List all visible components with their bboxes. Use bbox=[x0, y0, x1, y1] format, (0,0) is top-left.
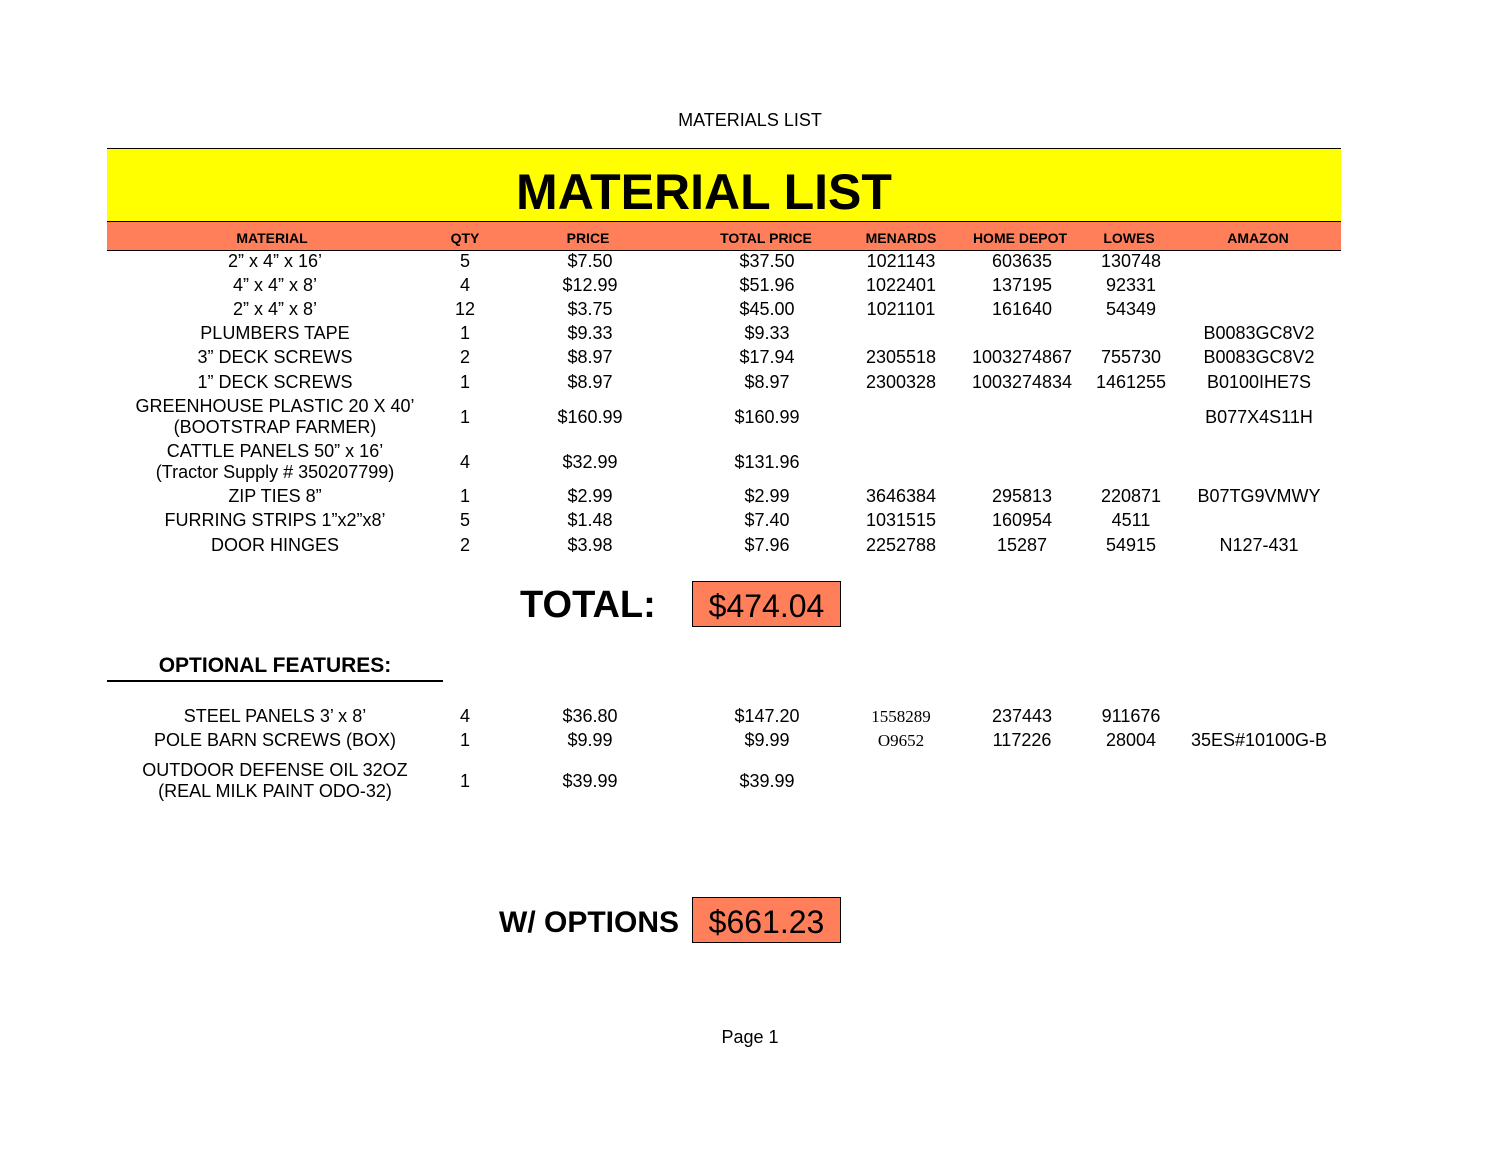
price-cell: $32.99 bbox=[562, 451, 618, 472]
with-options-value-box: $661.23 bbox=[692, 897, 841, 943]
qty-cell: 12 bbox=[454, 299, 476, 319]
lowes-cell: 220871 bbox=[1100, 486, 1162, 506]
lowes-cell: 28004 bbox=[1105, 730, 1157, 750]
material-cell bbox=[154, 730, 396, 751]
qty-cell: 4 bbox=[459, 706, 471, 726]
total-cell: $9.99 bbox=[744, 730, 790, 750]
lowes-cell: 755730 bbox=[1100, 347, 1162, 367]
qty-cell: 4 bbox=[459, 275, 471, 295]
material-line: 3” DECK SCREWS bbox=[197, 347, 353, 367]
material-cell bbox=[197, 347, 352, 368]
with-options-label: W/ OPTIONS bbox=[499, 906, 679, 939]
menards-cell: 2252788 bbox=[865, 535, 937, 555]
column-header-home-depot: HOME DEPOT bbox=[972, 230, 1068, 246]
menards-cell: 1031515 bbox=[865, 510, 937, 530]
qty-cell: 1 bbox=[459, 406, 471, 427]
menards-cell: 3646384 bbox=[865, 486, 937, 506]
material-cell bbox=[233, 299, 317, 320]
price-cell: $9.33 bbox=[567, 323, 613, 343]
menards-cell: 2300328 bbox=[865, 372, 937, 392]
amazon-cell: B0100IHE7S bbox=[1206, 372, 1312, 392]
material-line: STEEL PANELS 3’ x 8’ bbox=[183, 706, 367, 726]
material-cell bbox=[233, 275, 317, 296]
lowes-cell: 54349 bbox=[1105, 299, 1157, 319]
total-cell: $160.99 bbox=[734, 406, 800, 427]
amazon-cell: B0083GC8V2 bbox=[1203, 347, 1315, 367]
material-cell bbox=[228, 486, 321, 507]
price-cell: $2.99 bbox=[567, 486, 613, 506]
total-label: TOTAL: bbox=[520, 584, 656, 626]
optional-features-heading: OPTIONAL FEATURES: bbox=[107, 654, 443, 682]
material-line: (BOOTSTRAP FARMER) bbox=[173, 417, 377, 437]
column-header-qty: QTY bbox=[450, 230, 480, 246]
lowes-cell: 1461255 bbox=[1095, 372, 1167, 392]
price-cell: $8.97 bbox=[567, 372, 613, 392]
price-cell: $8.97 bbox=[567, 347, 613, 367]
material-line: 4” x 4” x 8’ bbox=[232, 275, 318, 295]
qty-cell: 1 bbox=[459, 730, 471, 750]
qty-cell: 2 bbox=[459, 347, 471, 367]
qty-cell: 1 bbox=[459, 486, 471, 506]
page-footer: Page 1 bbox=[721, 1027, 779, 1047]
material-cell bbox=[184, 706, 366, 727]
total-value-box: $474.04 bbox=[692, 581, 841, 627]
menards-cell: O9652 bbox=[877, 731, 925, 750]
qty-cell: 1 bbox=[459, 770, 471, 791]
price-cell: $36.80 bbox=[562, 706, 618, 726]
total-cell: $45.00 bbox=[739, 299, 795, 319]
price-cell: $1.48 bbox=[567, 510, 613, 530]
lowes-cell: 130748 bbox=[1100, 251, 1162, 271]
total-cell: $51.96 bbox=[739, 275, 795, 295]
home-depot-cell: 1003274834 bbox=[971, 372, 1073, 392]
material-cell bbox=[164, 510, 385, 531]
total-cell: $17.94 bbox=[739, 347, 795, 367]
home-depot-cell: 161640 bbox=[991, 299, 1053, 319]
material-line: (Tractor Supply # 350207799) bbox=[155, 462, 395, 482]
total-cell: $7.40 bbox=[744, 510, 790, 530]
material-line: CATTLE PANELS 50” x 16’ bbox=[166, 441, 384, 461]
column-header-lowes: LOWES bbox=[1103, 230, 1155, 246]
total-cell: $37.50 bbox=[739, 251, 795, 271]
price-cell: $39.99 bbox=[562, 770, 618, 791]
home-depot-cell: 117226 bbox=[992, 730, 1052, 750]
material-cell bbox=[135, 396, 414, 438]
total-cell: $39.99 bbox=[739, 770, 795, 791]
column-header-material: MATERIAL bbox=[236, 230, 308, 246]
price-cell: $12.99 bbox=[562, 275, 618, 295]
amazon-cell: B077X4S11H bbox=[1205, 406, 1313, 427]
price-cell: $160.99 bbox=[557, 406, 623, 427]
total-cell: $8.97 bbox=[744, 372, 790, 392]
title-band bbox=[107, 148, 1341, 222]
lowes-cell: 92331 bbox=[1105, 275, 1157, 295]
menards-cell: 2305518 bbox=[865, 347, 937, 367]
total-cell: $2.99 bbox=[744, 486, 790, 506]
qty-cell: 1 bbox=[459, 372, 471, 392]
qty-cell: 1 bbox=[459, 323, 471, 343]
material-cell bbox=[200, 323, 349, 344]
material-line: (REAL MILK PAINT ODO-32) bbox=[158, 781, 392, 801]
amazon-cell: B0083GC8V2 bbox=[1203, 323, 1315, 343]
material-line: 2” x 4” x 16’ bbox=[227, 251, 323, 271]
total-cell: $131.96 bbox=[734, 451, 800, 472]
material-line: PLUMBERS TAPE bbox=[200, 323, 350, 343]
home-depot-cell: 295813 bbox=[991, 486, 1053, 506]
lowes-cell: 4511 bbox=[1111, 510, 1151, 530]
material-line: GREENHOUSE PLASTIC 20 X 40’ bbox=[135, 396, 415, 416]
price-cell: $3.75 bbox=[567, 299, 613, 319]
sheet-title: MATERIAL LIST bbox=[516, 164, 892, 220]
amazon-cell: N127-431 bbox=[1219, 535, 1299, 555]
material-line: POLE BARN SCREWS (BOX) bbox=[153, 730, 397, 750]
column-header-amazon: AMAZON bbox=[1227, 230, 1289, 246]
amazon-cell: B07TG9VMWY bbox=[1197, 486, 1321, 506]
home-depot-cell: 137195 bbox=[991, 275, 1053, 295]
home-depot-cell: 160954 bbox=[991, 510, 1053, 530]
page-header: MATERIALS LIST bbox=[678, 110, 822, 130]
total-cell: $147.20 bbox=[734, 706, 800, 726]
lowes-cell: 54915 bbox=[1105, 535, 1157, 555]
material-line: DOOR HINGES bbox=[210, 535, 340, 555]
amazon-cell: 35ES#10100G-B bbox=[1190, 730, 1328, 750]
material-cell bbox=[156, 441, 394, 483]
qty-cell: 5 bbox=[459, 251, 471, 271]
qty-cell: 4 bbox=[459, 451, 471, 472]
material-cell bbox=[197, 372, 352, 393]
price-cell: $3.98 bbox=[567, 535, 613, 555]
total-cell: $9.33 bbox=[744, 323, 790, 343]
column-header-price: PRICE bbox=[566, 230, 610, 246]
material-cell bbox=[228, 251, 322, 272]
material-line: 2” x 4” x 8’ bbox=[232, 299, 318, 319]
material-cell bbox=[142, 760, 407, 802]
lowes-cell: 911676 bbox=[1101, 706, 1161, 726]
column-header-menards: MENARDS bbox=[865, 230, 937, 246]
qty-cell: 2 bbox=[459, 535, 471, 555]
material-line: 1” DECK SCREWS bbox=[197, 372, 353, 392]
material-line: OUTDOOR DEFENSE OIL 32OZ bbox=[142, 760, 408, 780]
total-cell: $7.96 bbox=[744, 535, 790, 555]
menards-cell: 1022401 bbox=[865, 275, 937, 295]
home-depot-cell: 1003274867 bbox=[971, 347, 1073, 367]
qty-cell: 5 bbox=[459, 510, 471, 530]
material-line: FURRING STRIPS 1”x2”x8’ bbox=[164, 510, 386, 530]
menards-cell: 1558289 bbox=[871, 707, 931, 726]
price-cell: $7.50 bbox=[567, 251, 613, 271]
home-depot-cell: 15287 bbox=[996, 535, 1048, 555]
material-cell bbox=[211, 535, 339, 556]
home-depot-cell: 603635 bbox=[991, 251, 1053, 271]
material-line: ZIP TIES 8” bbox=[228, 486, 322, 506]
column-header-row bbox=[107, 222, 1341, 251]
price-cell: $9.99 bbox=[567, 730, 613, 750]
menards-cell: 1021101 bbox=[866, 299, 936, 319]
menards-cell: 1021143 bbox=[866, 251, 936, 271]
column-header-total-price: TOTAL PRICE bbox=[720, 230, 812, 246]
home-depot-cell: 237443 bbox=[991, 706, 1053, 726]
